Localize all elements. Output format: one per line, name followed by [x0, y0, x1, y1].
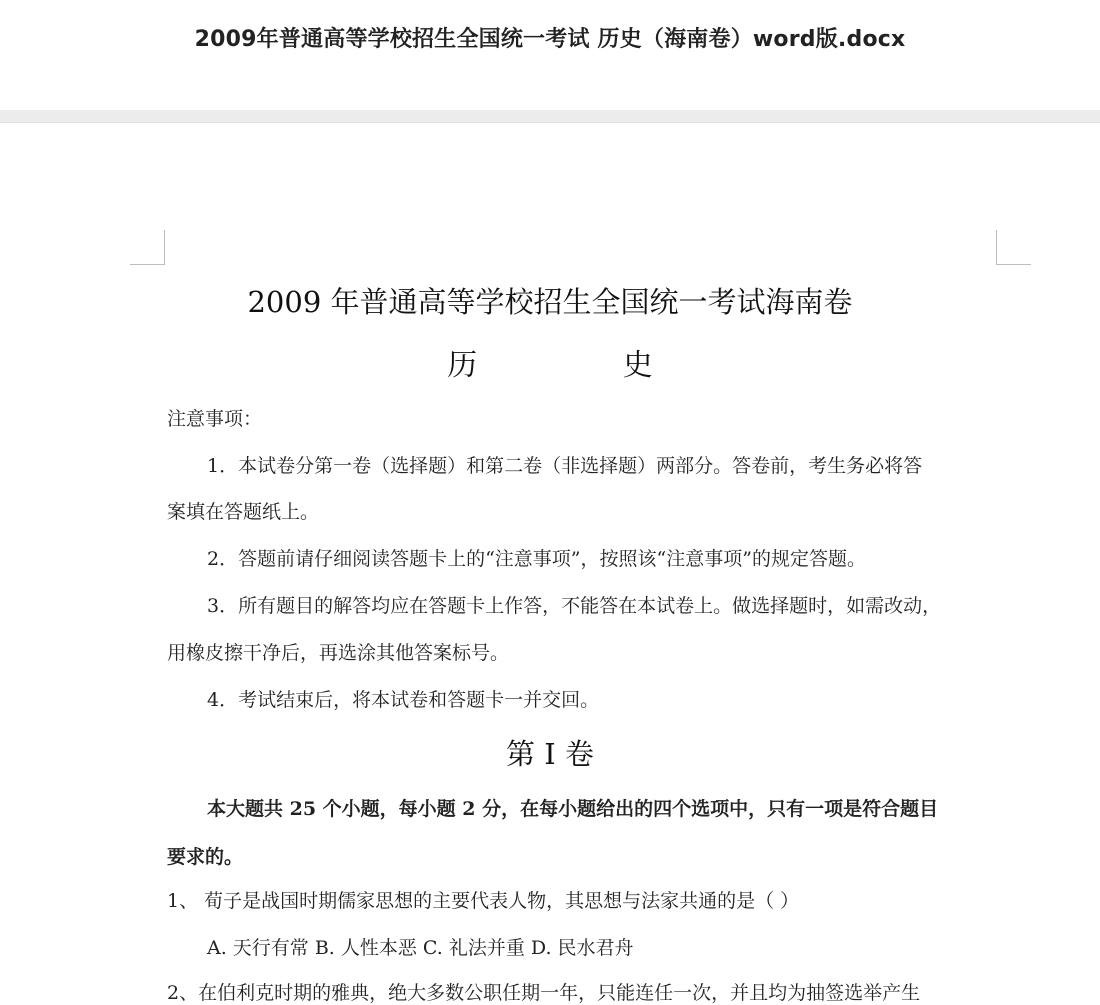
- notice-line: 4．考试结束后，将本试卷和答题卡一并交回。: [207, 689, 600, 711]
- notice-line: 1．本试卷分第一卷（选择题）和第二卷（非选择题）两部分。答卷前，考生务必将答: [207, 455, 923, 477]
- document-filename: 2009年普通高等学校招生全国统一考试 历史（海南卷）word版.docx: [194, 27, 906, 52]
- margin-corner-mark-left: [130, 230, 165, 265]
- instruction-line: 要求的。: [167, 846, 244, 868]
- margin-corner-mark-right: [996, 230, 1031, 265]
- title-bar: [0, 0, 1100, 110]
- exam-title: 2009 年普通高等学校招生全国统一考试海南卷: [247, 285, 853, 319]
- toolbar-divider: [0, 110, 1100, 123]
- question-1-options: A. 天行有常 B. 人性本恶 C. 礼法并重 D. 民水君舟: [207, 937, 634, 959]
- section-title: 第 I 卷: [506, 737, 594, 771]
- notice-line: 3．所有题目的解答均应在答题卡上作答，不能答在本试卷上。做选择题时，如需改动，: [207, 595, 942, 617]
- notice-line: 案填在答题纸上。: [167, 501, 320, 523]
- subject-title: 历 史: [447, 348, 721, 383]
- question-1-stem: 1、 荀子是战国时期儒家思想的主要代表人物，其思想与法家共通的是（ ）: [167, 890, 800, 912]
- instruction-line: 本大题共 25 个小题，每小题 2 分，在每小题给出的四个选项中，只有一项是符合题目: [207, 798, 939, 820]
- notice-line: 用橡皮擦干净后，再选涂其他答案标号。: [167, 642, 510, 664]
- question-2-stem: 2、在伯利克时期的雅典，绝大多数公职任期一年，只能连任一次，并且均为抽签选举产生: [167, 982, 921, 1004]
- notice-line: 2．答题前请仔细阅读答题卡上的“注意事项”，按照该“注意事项”的规定答题。: [207, 548, 866, 570]
- notice-heading: 注意事项：: [167, 408, 263, 430]
